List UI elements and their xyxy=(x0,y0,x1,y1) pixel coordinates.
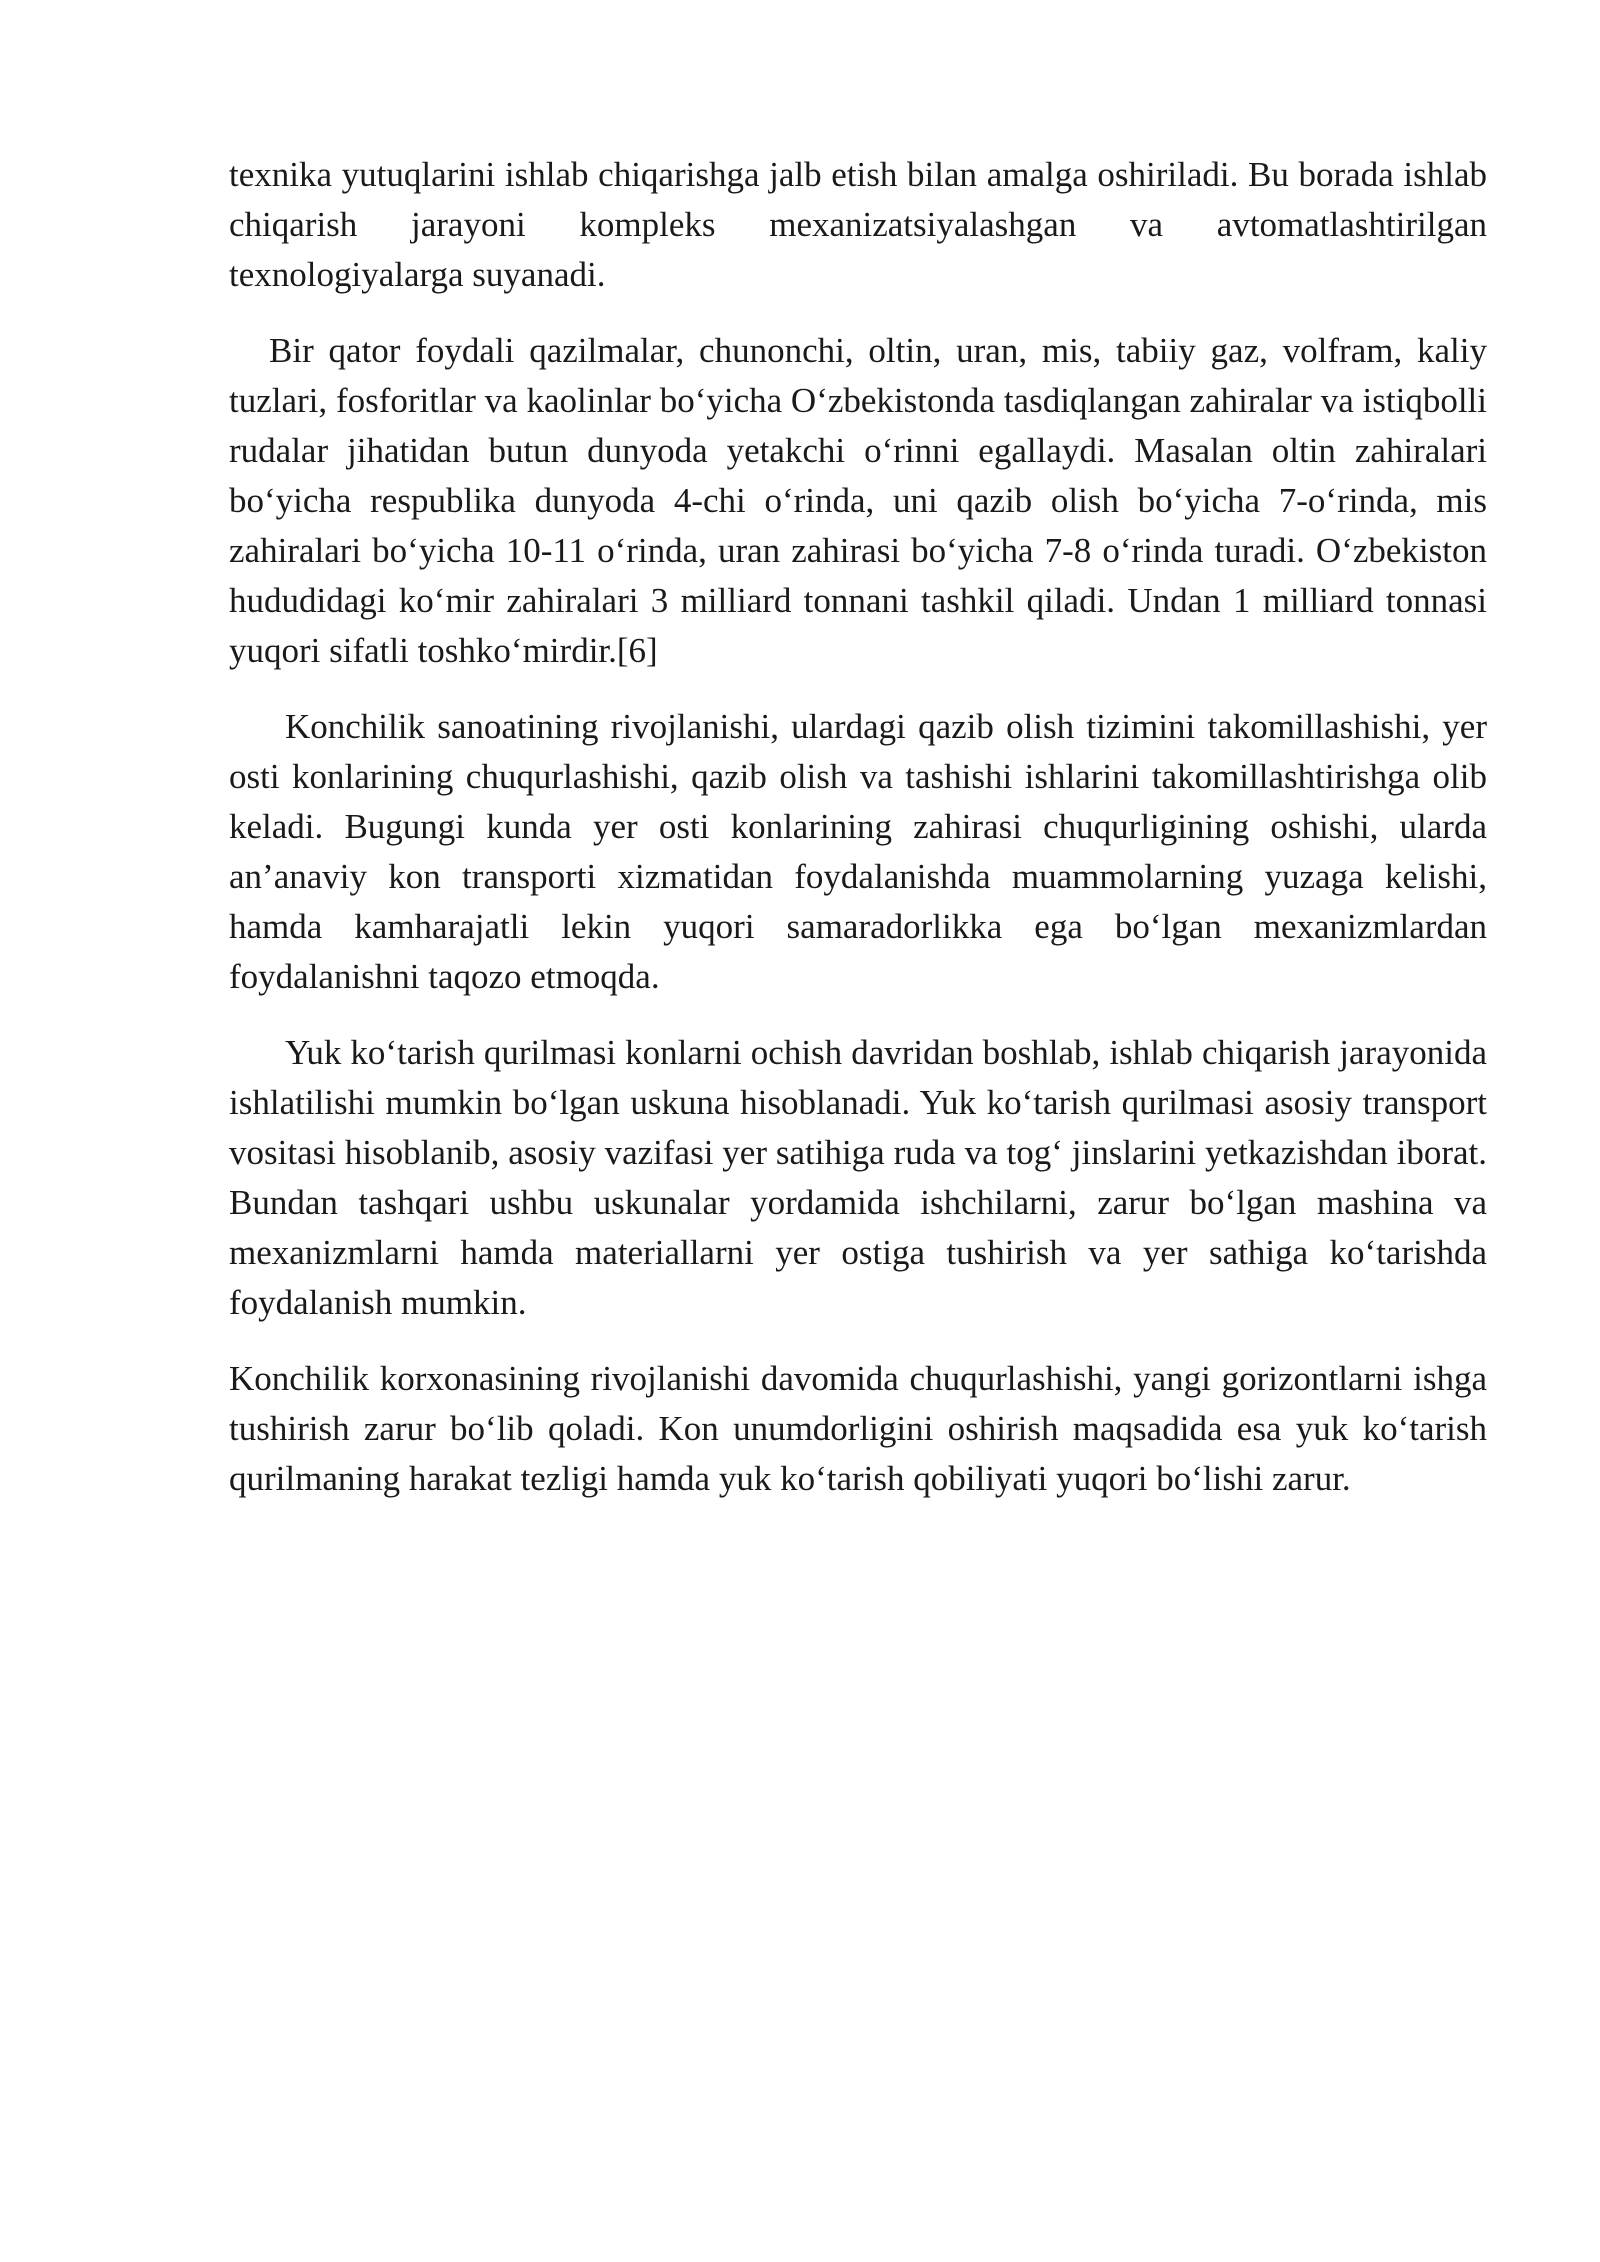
paragraph-1: texnika yutuqlarini ishlab chiqarishga jalb etish bilan amalga oshiriladi. Bu borada ishlab chiqarish jarayoni kompleks mexanizatsiyalashgan va avtomatlashtirilgan texnologiyalarga suyanadi. xyxy=(229,155,1487,294)
paragraph-2: Bir qator foydali qazilmalar, chunonchi, oltin, uran, mis, tabiiy gaz, volfram, kaliy tuzlari, fosforitlar va kaolinlar bo‘yicha O‘zbekistonda tasdiqlangan zahiralar va istiqbolli rudalar jihatidan butun dunyoda yetakchi o‘rinni egallaydi. Masalan oltin zahiralari bo‘yicha respublika dunyoda 4-chi o‘rinda, uni qazib olish bo‘yicha 7-o‘rinda, mis zahiralari bo‘yicha 10-11 o‘rinda, uran zahirasi bo‘yicha 7-8 o‘rinda turadi. O‘zbekiston hududidagi ko‘mir zahiralari 3 milliard tonnani tashkil qiladi. Undan 1 milliard tonnasi yuqori sifatli toshko‘mirdir.[6] xyxy=(229,331,1487,670)
document-body xyxy=(229,150,1487,1530)
paragraph-4: Yuk ko‘tarish qurilmasi konlarni ochish davridan boshlab, ishlab chiqarish jarayonida ishlatilishi mumkin bo‘lgan uskuna hisoblanadi. Yuk ko‘tarish qurilmasi asosiy transport vositasi hisoblanib, asosiy vazifasi yer satihiga ruda va tog‘ jinslarini yetkazishdan iborat. Bundan tashqari ushbu uskunalar yordamida ishchilarni, zarur bo‘lgan mashina va mexanizmlarni hamda materiallarni yer ostiga tushirish va yer sathiga ko‘tarishda foydalanish mumkin. xyxy=(229,1033,1487,1322)
paragraph-5: Konchilik korxonasining rivojlanishi davomida chuqurlashishi, yangi gorizontlarni ishga tushirish zarur bo‘lib qoladi. Kon unumdorligini oshirish maqsadida esa yuk ko‘tarish qurilmaning harakat tezligi hamda yuk ko‘tarish qobiliyati yuqori bo‘lishi zarur. xyxy=(229,1359,1487,1498)
paragraph-3: Konchilik sanoatining rivojlanishi, ulardagi qazib olish tizimini takomillashishi, yer osti konlarining chuqurlashishi, qazib olish va tashishi ishlarini takomillashtirishga olib keladi. Bugungi kunda yer osti konlarining zahirasi chuqurligining oshishi, ularda an’anaviy kon transporti xizmatidan foydalanishda muammolarning yuzaga kelishi, hamda kamharajatli lekin yuqori samaradorlikka ega bo‘lgan mexanizmlardan foydalanishni taqozo etmoqda. xyxy=(229,707,1487,996)
